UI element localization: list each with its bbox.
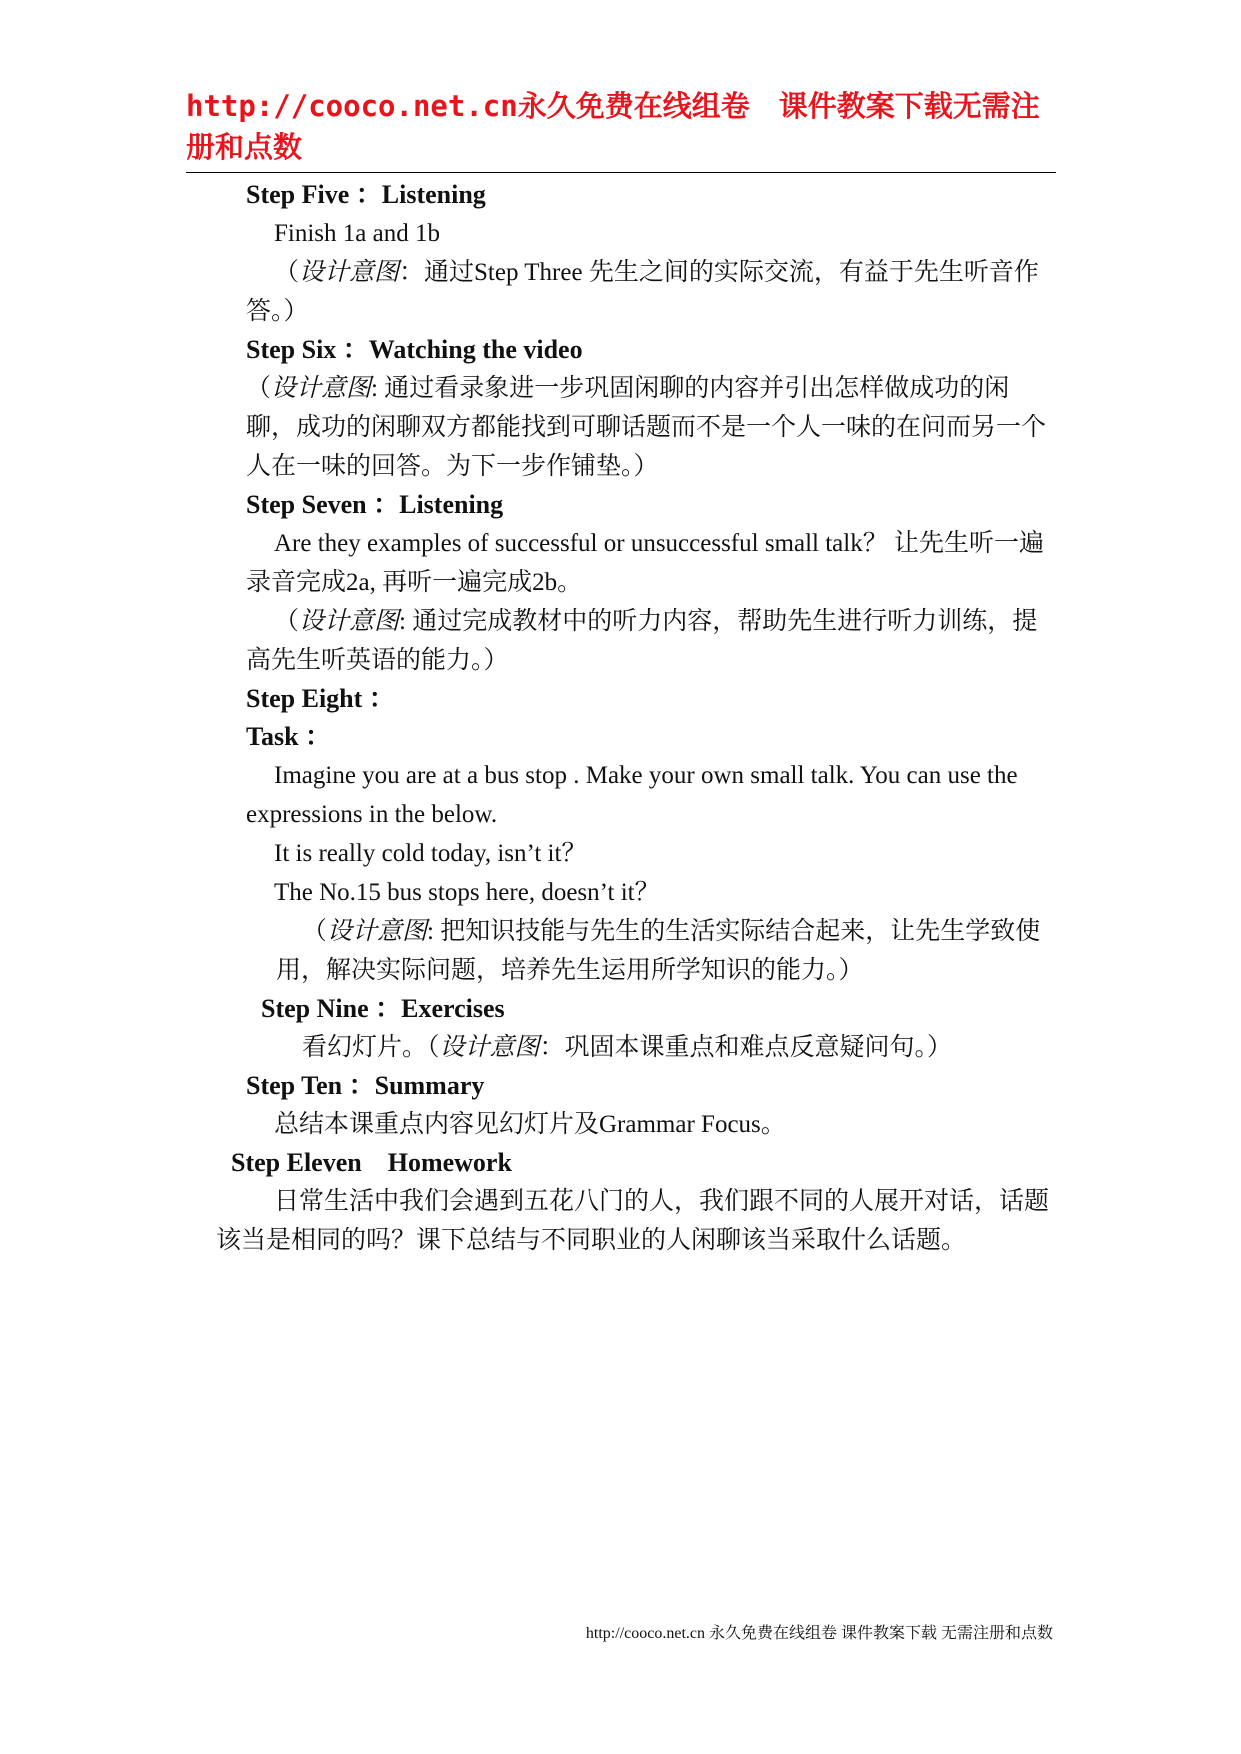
task-title: Task ： [246,722,332,751]
step-seven-intent-paragraph [246,602,1056,680]
step-five-intent-text: ：通过Step Three 先生之间的实际交流，有益于先生听音作答。） [246,259,1039,325]
design-intent-label: 设计意图 [299,608,400,635]
step-eleven-text: 日常生活中我们会遇到五花八门的人，我们跟不同的人展开对话，话题该当是相同的吗？课下总结与不同职业的人闲聊该当采取什么话题。 [216,1188,1050,1254]
header-line-2: 册和点数 [186,130,303,164]
step-nine-lead: 看幻灯片。（ [302,1034,440,1061]
step-five-intent-paragraph [246,253,1056,331]
step-eight-intent-text: : 把知识技能与先生的生活实际结合起来，让先生学致使用，解决实际问题，培养先生运用所学知识的能力。） [276,918,1041,984]
step-five-text: Finish 1a and 1b [274,220,440,247]
design-intent-label: 设计意图 [439,1034,540,1061]
step-seven-title: Step Seven ：Listening [246,490,504,519]
document-body [216,176,1056,1260]
step-eight-task-text: Imagine you are at a bus stop . Make your own small talk. You can use the expressions in the below. [246,762,1018,828]
step-eleven-title: Step Eleven Homework [231,1148,512,1177]
paren-open: （ [302,918,328,945]
design-intent-label: 设计意图 [299,259,400,286]
step-nine-paragraph [246,1028,1056,1067]
step-ten-title: Step Ten ：Summary [246,1071,485,1100]
expression-1: It is really cold today, isn’t it？ [274,840,587,867]
step-ten-text: 总结本课重点内容见幻灯片及Grammar Focus。 [274,1111,786,1138]
design-intent-label: 设计意图 [327,918,428,945]
page-footer: http://cooco.net.cn 永久免费在线组卷 课件教案下载 无需注册和点数 [585,1625,1053,1642]
step-nine-title: Step Nine ：Exercises [261,994,505,1023]
step-six-intent-text: : 通过看录象进一步巩固闲聊的内容并引出怎样做成功的闲聊，成功的闲聊双方都能找到可聊话题而不是一个人一味的在问而另一个人在一味的回答。为下一步作铺垫。） [246,375,1047,480]
step-seven-intent-text: : 通过完成教材中的听力内容，帮助先生进行听力训练，提高先生听英语的能力。） [246,608,1038,674]
step-six-intent-paragraph [246,369,1056,486]
header-line-1: http://cooco.net.cn永久免费在线组卷 课件教案下载无需注 [186,89,1040,123]
step-eight-intent-paragraph [246,912,1056,990]
paren-open: （ [274,608,300,635]
step-five-title: Step Five ：Listening [246,180,486,209]
page-header [186,86,1056,173]
design-intent-label: 设计意图 [271,375,372,402]
paren-open: （ [274,259,300,286]
step-six-title: Step Six ：Watching the video [246,335,583,364]
step-seven-text: Are they examples of successful or unsuccessful small talk？ 让先生听一遍录音完成2a, 再听一遍完成2b。 [246,530,1044,596]
paren-open: （ [246,375,272,402]
expression-2: The No.15 bus stops here, doesn’t it？ [274,879,660,906]
step-eight-title: Step Eight ： [246,684,395,713]
step-nine-intent-text: ：巩固本课重点和难点反意疑问句。） [539,1034,953,1061]
